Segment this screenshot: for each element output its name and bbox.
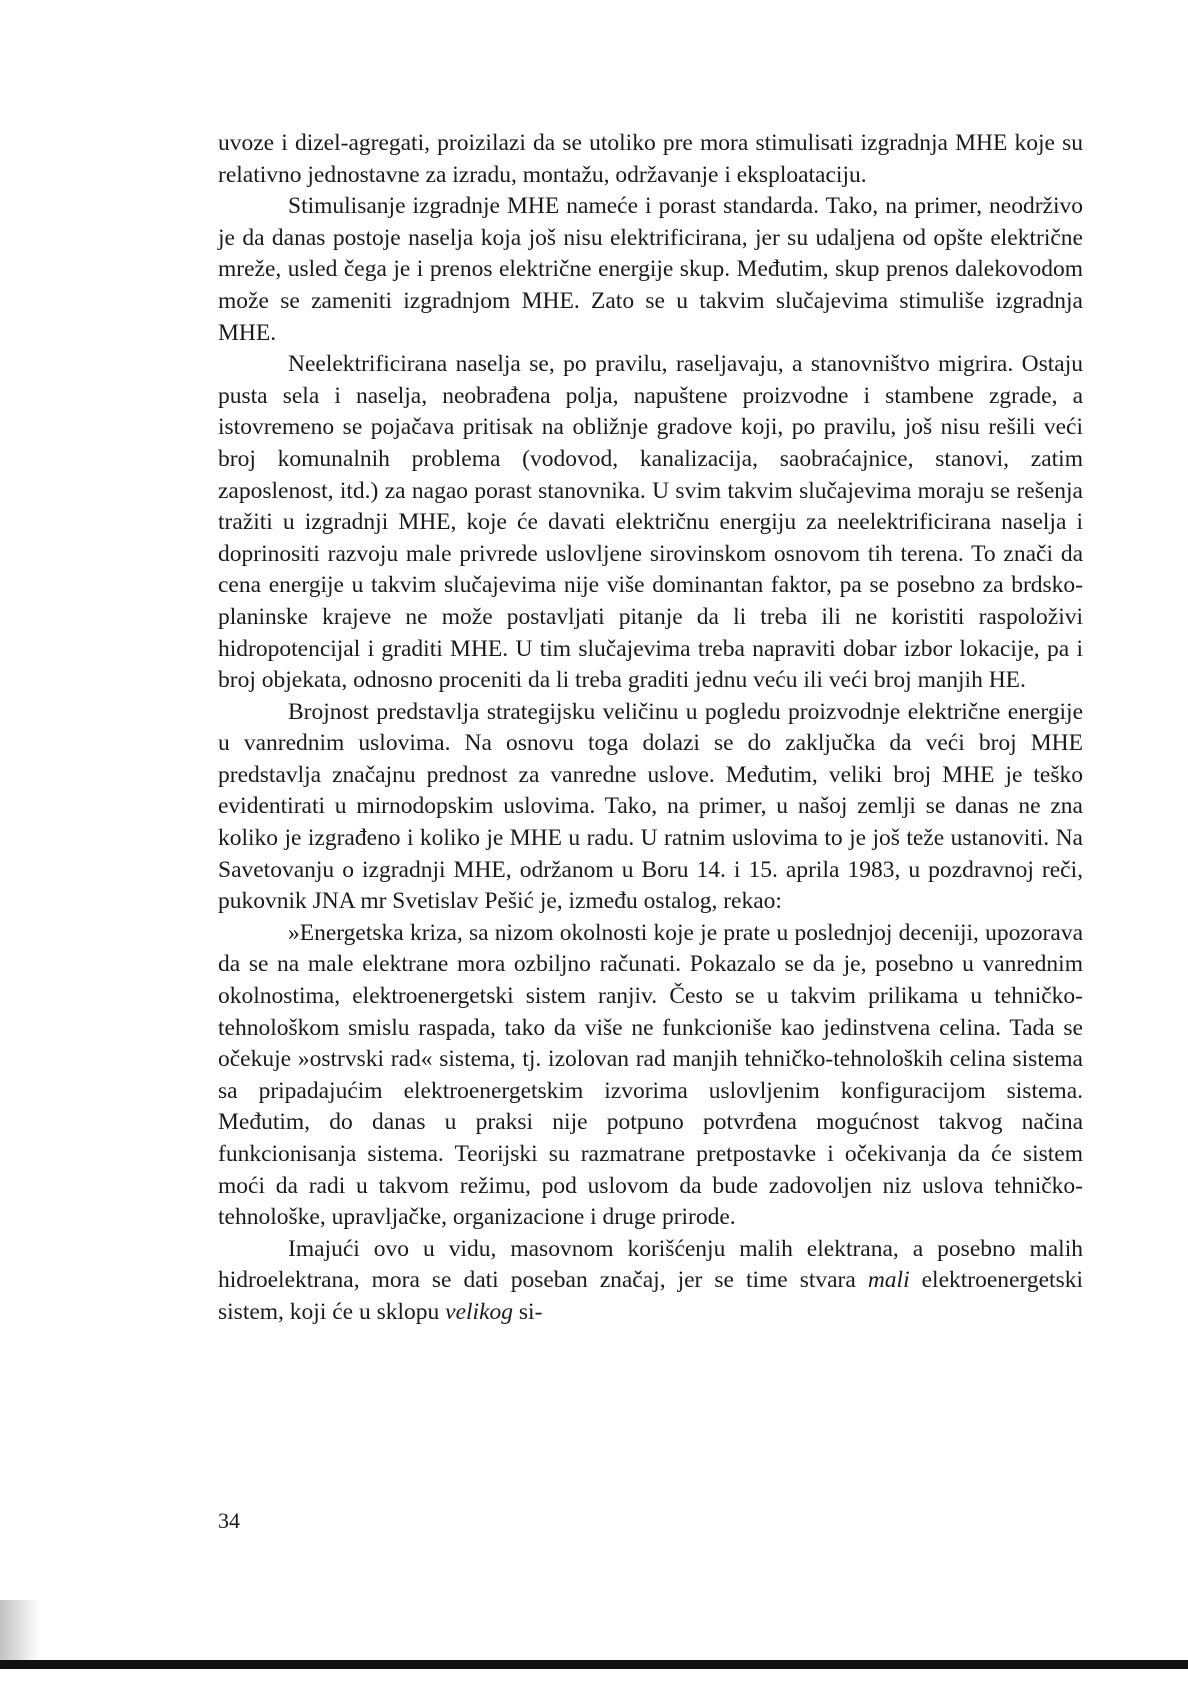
- paragraph-text: Imajući ovo u vidu, masovnom korišćenju malih elektrana, a posebno malih hidroelektrana, mora se dati poseban značaj, jer se time stvara: [218, 1235, 1083, 1294]
- scan-bottom-edge: [0, 1660, 1188, 1669]
- paragraph-text: si-: [513, 1298, 543, 1325]
- paragraph: Neelektrificirana naselja se, po pravilu, raseljavaju, a stanovništvo migrira. Ostaju pusta sela i naselja, neobrađena polja, napuštene proizvodne i stambene zgrade, a istovremeno se pojačava pritisak na obližnje gradove koji, po pravilu, još nisu rešili veći broj komunalnih problema (vodovod, kanalizacija, saobraćajnice, stanovi, zatim zaposlenost, itd.) za nagao porast stanovnika. U svim takvim slučajevima moraju se rešenja tražiti u izgradnji MHE, koje će davati električnu energiju za neelektrificirana naselja i doprinositi razvoju male privrede uslovljene sirovinskom osnovom tih terena. To znači da cena energije u takvim slučajevima nije više dominantan faktor, pa se posebno za brdsko-planinske krajeve ne može postavljati pitanje da li treba ili ne koristiti raspoloživi hidropotencijal i graditi MHE. U tim slučajevima treba napraviti dobar izbor lokacije, pa i broj objekata, odnosno proceniti da li treba graditi jednu veću ili veći broj manjih HE.: [218, 351, 1083, 694]
- paragraph: Stimulisanje izgradnje MHE nameće i porast standarda. Tako, na primer, neodrživo je da danas postoje naselja koja još nisu elektrificirana, jer su udaljena od opšte električne mreže, usled čega je i prenos električne energije skup. Međutim, skup prenos dalekovodom može se zameniti izgradnjom MHE. Zato se u takvim slučajevima stimuliše izgradnja MHE.: [218, 193, 1083, 346]
- italic-word: mali: [867, 1267, 910, 1294]
- paragraph: [218, 1234, 1083, 1329]
- italic-word: velikog: [445, 1298, 514, 1325]
- scan-shadow: [0, 1600, 40, 1660]
- paragraph-text: elektroenergetski sistem, koji će u sklopu: [218, 1267, 1084, 1325]
- quoted-paragraph: »Energetska kriza, sa nizom okolnosti koje je prate u poslednjoj deceniji, upozorava da se na male elektrane mora ozbiljno računati. Pokazalo se da je, posebno u vanrednim okolnostima, elektroenergetski sistem ranjiv. Često se u takvim prilikama u tehničko-tehnološkom smislu raspada, tako da više ne funkcioniše kao jedinstvena celina. Tada se očekuje »ostrvski rad« sistema, tj. izolovan rad manjih tehničko-tehnoloških celina sistema sa pripadajućim elektroenergetskim izvorima uslovljenim konfiguracijom sistema. Međutim, do danas u praksi nije potpuno potvrđena mogućnost takvog načina funkcionisanja sistema. Teorijski su razmatrane pretpostavke i očekivanja da će sistem moći da radi u takvom režimu, pod uslovom da bude zadovoljen niz uslova tehničko-tehnološke, upravljačke, organizacione i druge prirode.: [218, 919, 1083, 1231]
- page-body: [218, 128, 1083, 1329]
- page-number: 34: [218, 1508, 240, 1533]
- paragraph: Brojnost predstavlja strategijsku veličinu u pogledu proizvodnje električne energije u vanrednim uslovima. Na osnovu toga dolazi se do zaključka da veći broj MHE predstavlja značajnu prednost za vanredne uslove. Međutim, veliki broj MHE je teško evidentirati u mirnodopskim uslovima. Tako, na primer, u našoj zemlji se danas ne zna koliko je izgrađeno i koliko je MHE u radu. U ratnim uslovima to je još teže ustanoviti. Na Savetovanju o izgradnji MHE, održanom u Boru 14. i 15. aprila 1983, u pozdravnoj reči, pukovnik JNA mr Svetislav Pešić je, između ostalog, rekao:: [218, 698, 1083, 915]
- paragraph: uvoze i dizel-agregati, proizilazi da se utoliko pre mora stimulisati izgradnja MHE koje su relativno jednostavne za izradu, montažu, održavanje i eksploataciju.: [218, 130, 1083, 188]
